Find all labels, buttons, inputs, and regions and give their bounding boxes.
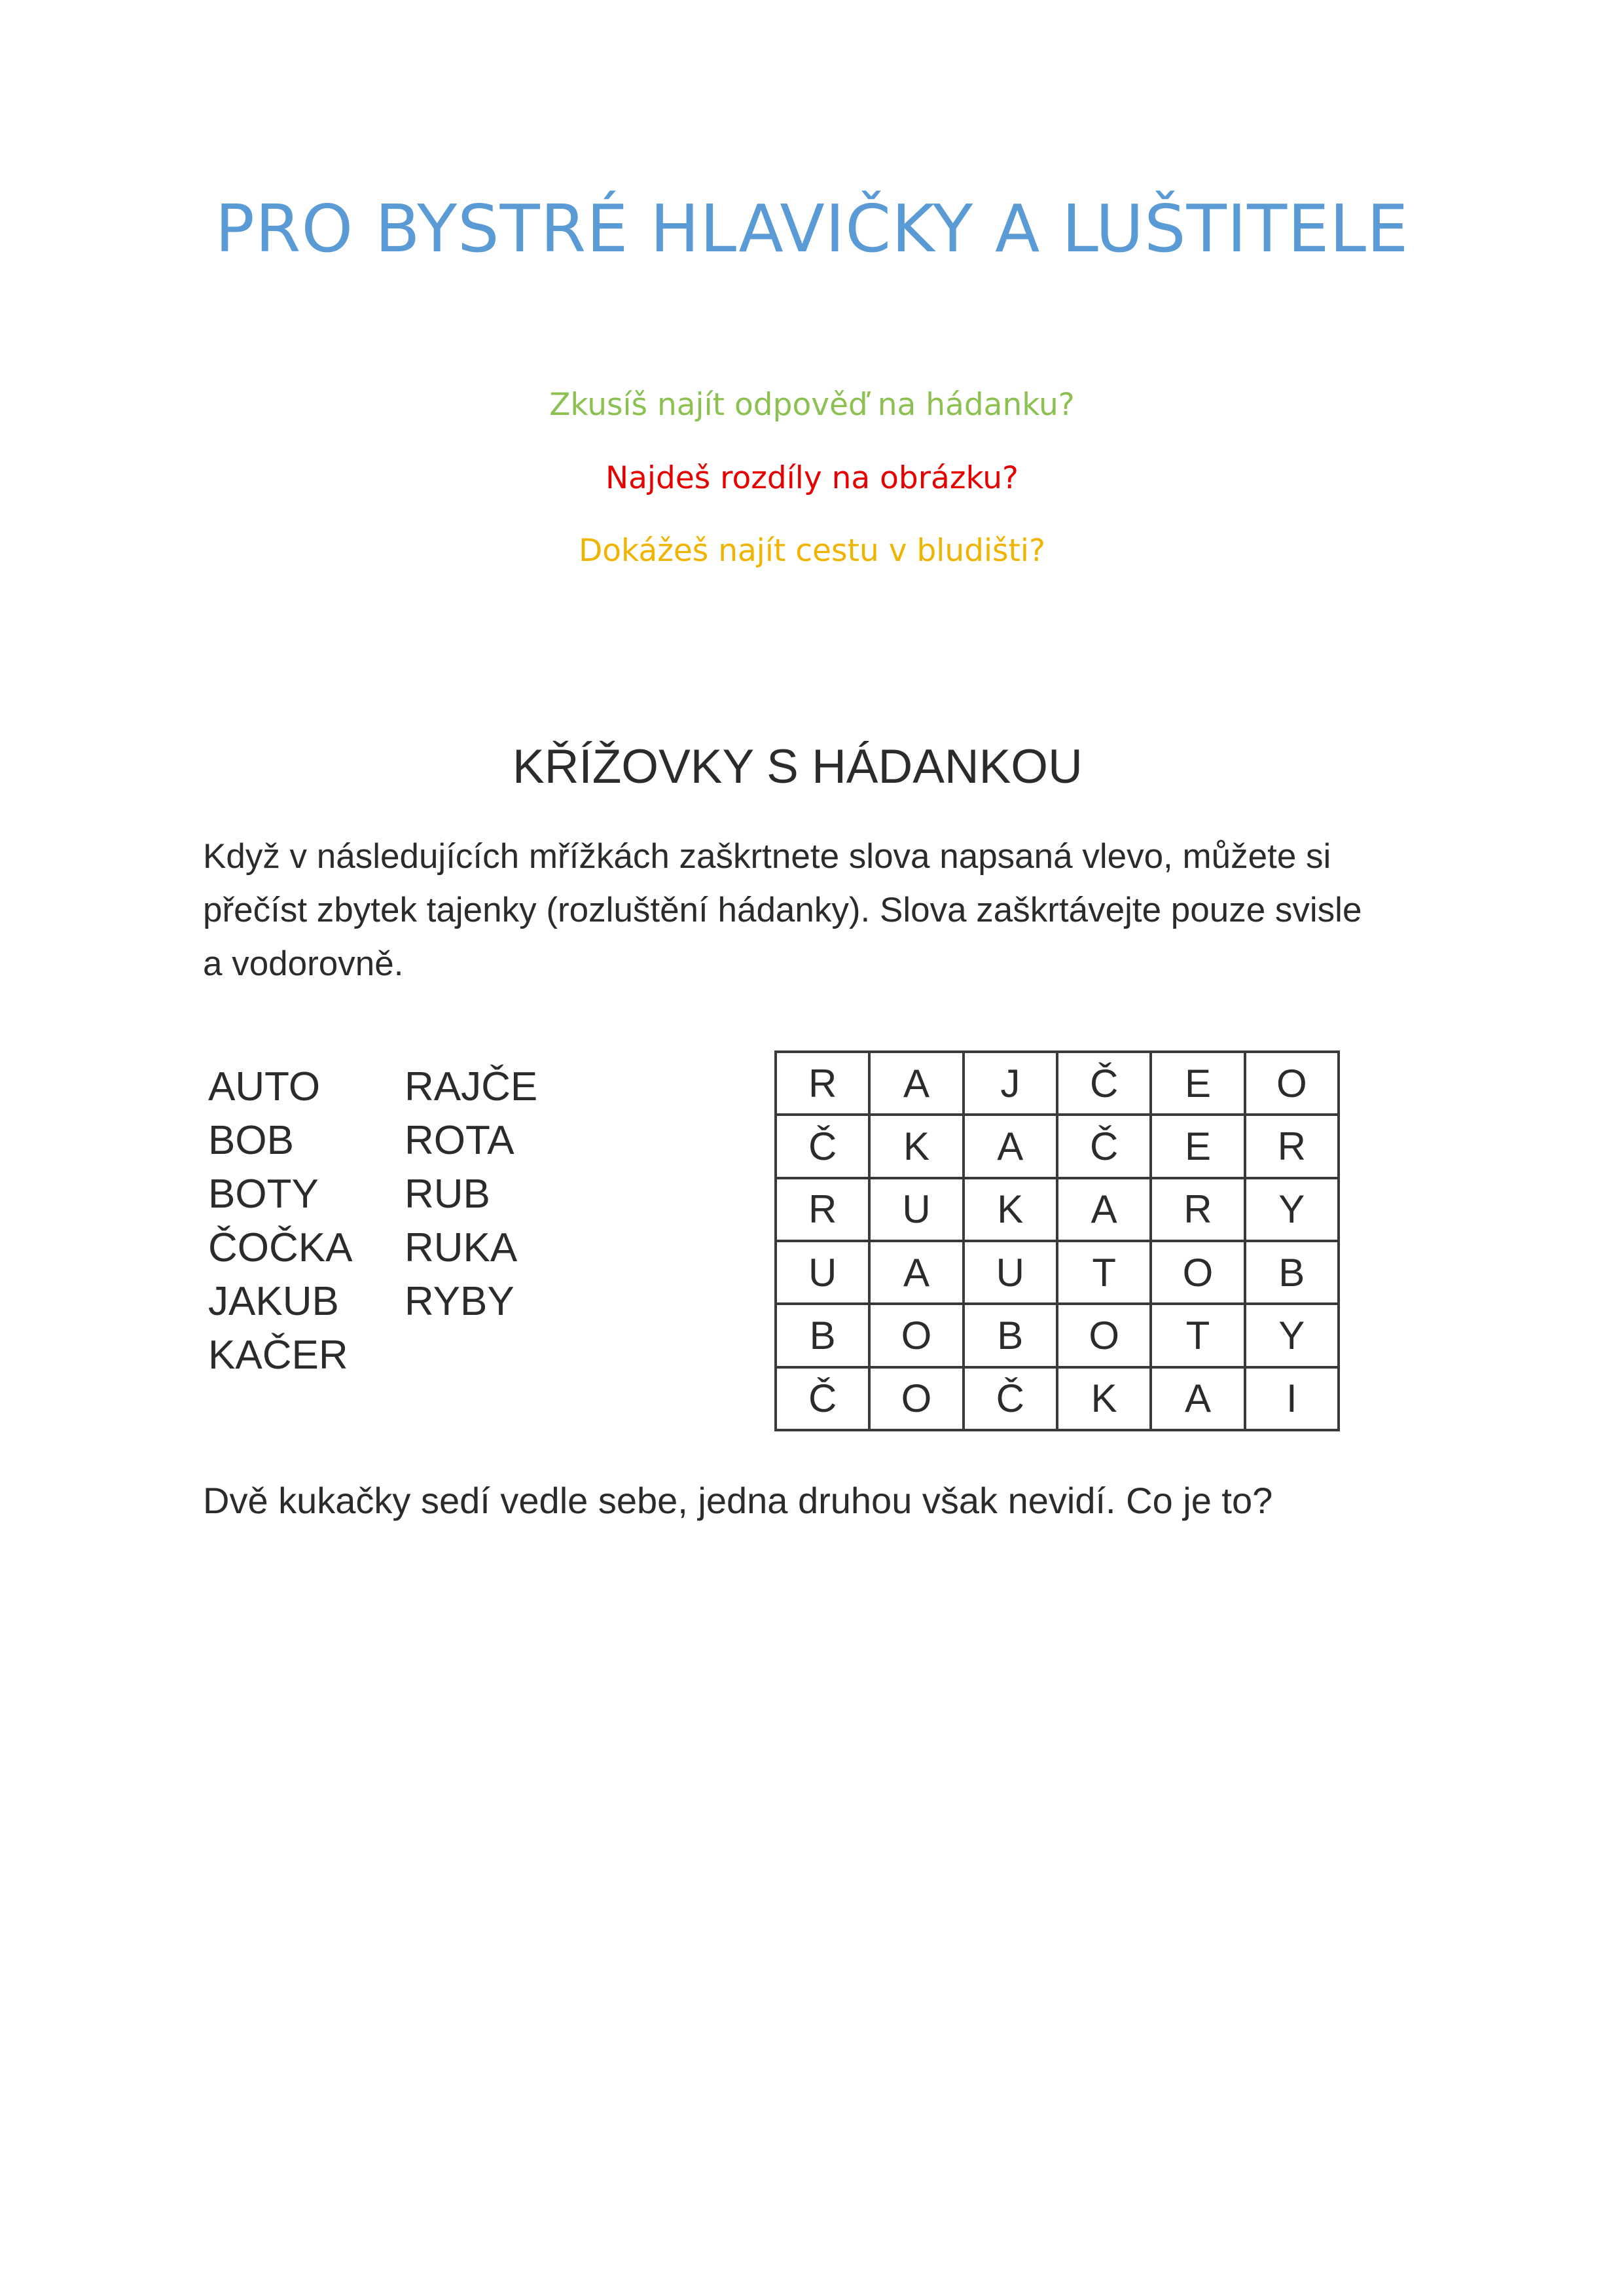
grid-cell[interactable]: R [1245,1115,1339,1177]
word-list-item: BOTY [208,1172,319,1217]
grid-cell[interactable]: A [964,1115,1057,1177]
grid-cell[interactable]: Č [776,1367,869,1430]
grid-cell[interactable]: Č [1057,1052,1151,1115]
letter-grid [774,1050,1340,1431]
word-list-right [405,1060,537,1329]
grid-cell[interactable]: B [964,1304,1057,1367]
word-list-item: RYBY [405,1279,514,1324]
word-list-item: ROTA [405,1118,514,1163]
grid-cell[interactable]: A [1057,1178,1151,1241]
grid-cell[interactable]: R [776,1178,869,1241]
grid-cell[interactable]: T [1057,1241,1151,1304]
grid-cell[interactable]: K [1057,1367,1151,1430]
grid-cell[interactable]: Č [964,1367,1057,1430]
grid-row [776,1367,1339,1430]
word-list-item: JAKUB [208,1279,339,1324]
subtitle-maze: Dokážeš najít cestu v bludišti? [579,533,1045,569]
grid-cell[interactable]: A [1151,1367,1244,1430]
grid-row [776,1304,1339,1367]
grid-cell[interactable]: I [1245,1367,1339,1430]
grid-cell[interactable]: T [1151,1304,1244,1367]
grid-cell[interactable]: B [1245,1241,1339,1304]
grid-row [776,1052,1339,1115]
word-list-item: BOB [208,1118,294,1163]
word-list-left [208,1060,352,1382]
grid-cell[interactable]: U [776,1241,869,1304]
word-list-item: AUTO [208,1064,321,1109]
grid-cell[interactable]: J [964,1052,1057,1115]
grid-cell[interactable]: R [1151,1178,1244,1241]
subtitle-differences: Najdeš rozdíly na obrázku? [605,460,1019,496]
grid-cell[interactable]: K [964,1178,1057,1241]
grid-cell[interactable]: U [964,1241,1057,1304]
grid-cell[interactable]: R [776,1052,869,1115]
grid-cell[interactable]: B [776,1304,869,1367]
grid-cell[interactable]: O [1151,1241,1244,1304]
grid-cell[interactable]: O [1057,1304,1151,1367]
puzzle-heading: KŘÍŽOVKY S HÁDANKOU [513,740,1083,793]
grid-cell[interactable]: O [869,1367,963,1430]
grid-cell[interactable]: Č [776,1115,869,1177]
grid-cell[interactable]: U [869,1178,963,1241]
grid-cell[interactable]: O [869,1304,963,1367]
subtitle-riddle: Zkusíš najít odpověď na hádanku? [549,387,1075,423]
word-list-item: RUKA [405,1225,518,1270]
grid-cell[interactable]: A [869,1241,963,1304]
page-title: PRO BYSTRÉ HLAVIČKY A LUŠTITELE [215,190,1409,267]
grid-row [776,1115,1339,1177]
grid-cell[interactable]: K [869,1115,963,1177]
grid-cell[interactable]: E [1151,1115,1244,1177]
grid-cell[interactable]: Č [1057,1115,1151,1177]
riddle-question: Dvě kukačky sedí vedle sebe, jedna druhou však nevidí. Co je to? [203,1480,1273,1521]
word-list-item: RAJČE [405,1064,538,1109]
grid-row [776,1241,1339,1304]
word-list-item: KAČER [208,1333,348,1378]
word-list-item: ČOČKA [208,1225,353,1270]
grid-cell[interactable]: Y [1245,1178,1339,1241]
grid-cell[interactable]: Y [1245,1304,1339,1367]
grid-row [776,1178,1339,1241]
grid-cell[interactable]: O [1245,1052,1339,1115]
grid-cell[interactable]: E [1151,1052,1244,1115]
word-list-item: RUB [405,1172,490,1217]
grid-cell[interactable]: A [869,1052,963,1115]
puzzle-instructions: Když v následujících mřížkách zaškrtnete slova napsaná vlevo, můžete si přečíst zbytek tajenky (rozluštění hádanky). Slova zaškrtávejte pouze svisle a vodorovně. [203,837,1362,983]
